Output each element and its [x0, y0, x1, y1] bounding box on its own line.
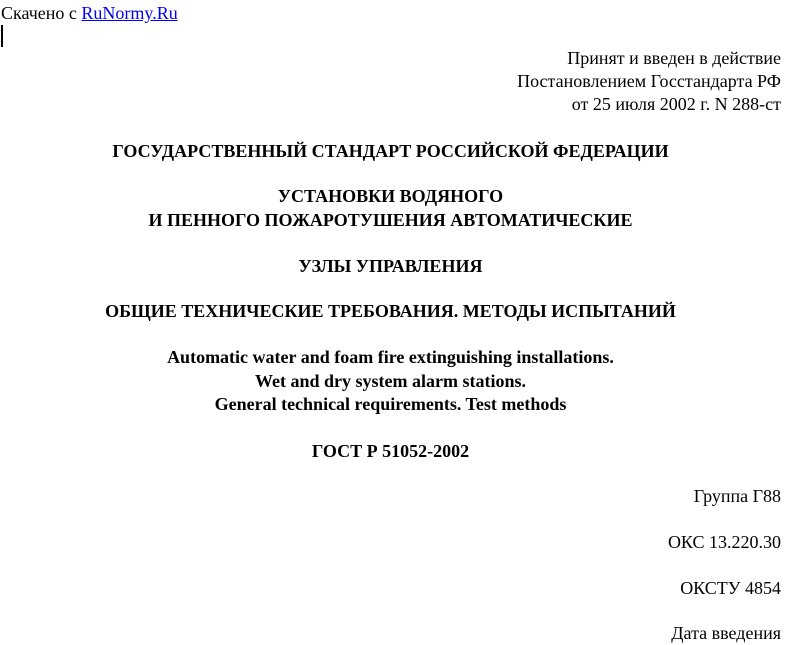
runormy-link[interactable]: RuNormy.Ru [81, 3, 178, 23]
introduction-date-label: Дата введения [671, 623, 781, 643]
installations-heading-line-1: УСТАНОВКИ ВОДЯНОГО [277, 186, 504, 206]
adoption-line-1: Принят и введен в действие [567, 48, 781, 68]
gost-number: ГОСТ Р 51052-2002 [311, 441, 470, 461]
download-source-prefix: Скачено с [1, 3, 82, 23]
state-standard-heading: ГОСУДАРСТВЕННЫЙ СТАНДАРТ РОССИЙСКОЙ ФЕДЕРАЦИИ [112, 141, 669, 161]
group-code: Группа Г88 [693, 486, 781, 506]
oks-code: ОКС 13.220.30 [667, 532, 781, 552]
english-title-line-2: Wet and dry system alarm stations. [255, 370, 526, 391]
adoption-line-3: от 25 июля 2002 г. N 288-ст [571, 94, 781, 114]
requirements-heading: ОБЩИЕ ТЕХНИЧЕСКИЕ ТРЕБОВАНИЯ. МЕТОДЫ ИСПЫТАНИЙ [105, 301, 676, 321]
english-title-line-3: General technical requirements. Test methods [214, 394, 567, 414]
english-title-line-1: Automatic water and foam fire extinguishing installations. [167, 347, 614, 367]
adoption-note [517, 47, 781, 116]
control-units-heading: УЗЛЫ УПРАВЛЕНИЯ [298, 256, 483, 276]
english-title [0, 346, 781, 417]
okstu-code: ОКСТУ 4854 [680, 578, 781, 598]
installations-heading [0, 184, 781, 232]
download-source-line [1, 3, 178, 23]
text-cursor [1, 25, 3, 47]
installations-heading-line-2: И ПЕННОГО ПОЖАРОТУШЕНИЯ АВТОМАТИЧЕСКИЕ [148, 210, 633, 230]
adoption-line-2: Постановлением Госстандарта РФ [517, 71, 781, 91]
